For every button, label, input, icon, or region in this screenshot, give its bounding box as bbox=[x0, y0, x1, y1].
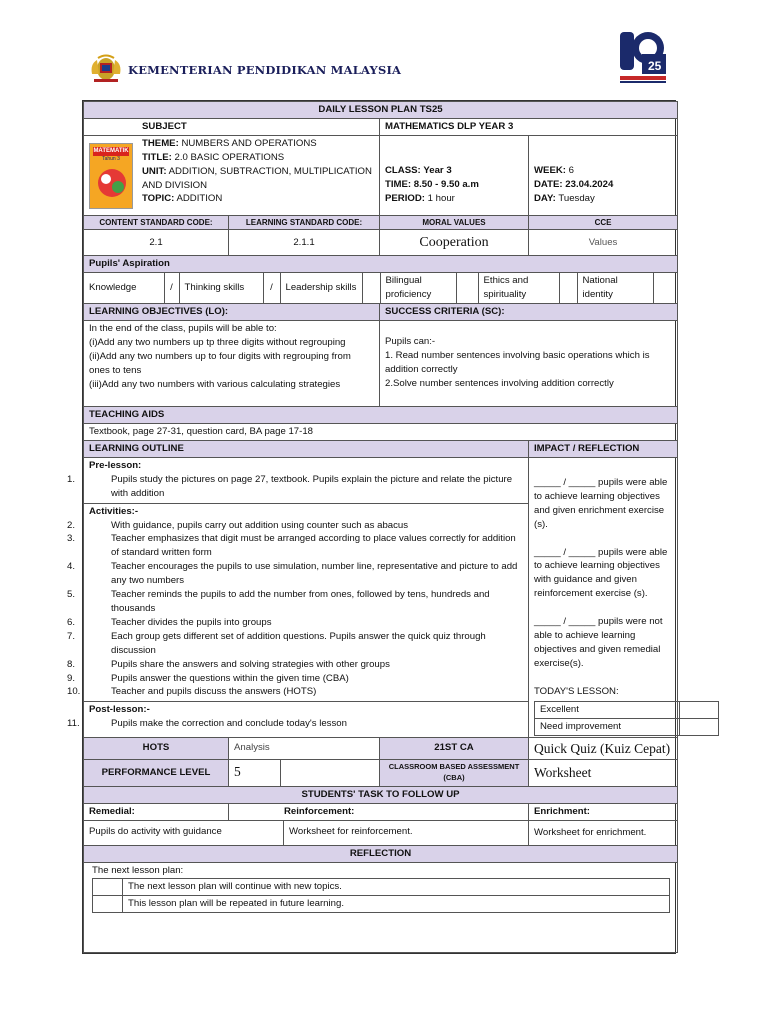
tasks-row bbox=[84, 820, 529, 845]
outline-step: 9. Pupils answer the questions within the given time (CBA) bbox=[67, 672, 349, 684]
cce-value: Values bbox=[529, 230, 678, 256]
aspiration-mark bbox=[362, 273, 380, 303]
success-intro: Pupils can:- bbox=[385, 336, 436, 348]
ca21-value: Quick Quiz (Kuiz Cepat) bbox=[529, 737, 678, 760]
option-excellent: Excellent bbox=[535, 701, 680, 718]
objectives-intro: In the end of the class, pupils will be able to: bbox=[89, 323, 277, 335]
time-label: TIME: bbox=[385, 178, 412, 190]
enrichment-label: Enrichment: bbox=[529, 804, 678, 821]
objectives-body bbox=[84, 321, 380, 407]
impact-line: _____ / _____ pupils were able to achieve learning objectives with guidance and given reinforcement exercise (s). bbox=[534, 546, 668, 600]
subject-label: SUBJECT bbox=[84, 118, 380, 135]
activities-label: Activities:- bbox=[89, 505, 139, 517]
unit-value: ADDITION, SUBTRACTION, MULTIPLICATION AND DIVISION bbox=[142, 165, 372, 191]
post-lesson-label: Post-lesson:- bbox=[89, 704, 150, 716]
period-label: PERIOD: bbox=[385, 192, 425, 204]
aspiration-label: Pupils' Aspiration bbox=[84, 256, 678, 273]
outline-step: 3. Teacher emphasizes that digit must be arranged according to place values correctly for addition of standard written form bbox=[67, 533, 516, 559]
option-excellent-checkbox[interactable] bbox=[680, 701, 719, 718]
class-label: CLASS: bbox=[385, 164, 421, 176]
aspiration-item: Leadership skills bbox=[280, 273, 362, 303]
aspiration-item: Ethics and spirituality bbox=[478, 273, 559, 303]
aspiration-mark bbox=[559, 273, 577, 303]
content-standard-value: 2.1 bbox=[84, 230, 229, 256]
outline-step: 7. Each group gets different set of addition questions. Pupils answer the quick quiz through discussion bbox=[67, 630, 486, 656]
performance-cell bbox=[229, 760, 380, 787]
logo-number: 25 bbox=[648, 59, 662, 73]
outline-step: 5. Teacher reminds the pupils to add the number from ones, followed by tens, hundreds and thousands bbox=[67, 589, 490, 614]
moral-values-value: Cooperation bbox=[380, 230, 529, 256]
topic-value: ADDITION bbox=[176, 193, 223, 205]
plan-title: DAILY LESSON PLAN TS25 bbox=[84, 102, 678, 119]
pre-lesson-label: Pre-lesson: bbox=[89, 459, 142, 471]
outline-step: 10. Teacher and pupils discuss the answers (HOTS) bbox=[67, 686, 317, 698]
book-sub: Tahun 3 bbox=[102, 155, 120, 162]
success-item: 2.Solve number sentences involving addition correctly bbox=[385, 377, 614, 389]
outline-step: 6. Teacher divides the pupils into groups bbox=[67, 616, 272, 628]
subject-details bbox=[84, 135, 380, 215]
performance-label: PERFORMANCE LEVEL bbox=[84, 760, 229, 787]
outline-step: 4. Teacher encourages the pupils to use simulation, number line, representative and picture to add any two numbers bbox=[67, 561, 518, 587]
date-value: 23.04.2024 bbox=[565, 178, 614, 190]
impact-label: IMPACT / REFLECTION bbox=[529, 441, 678, 458]
cba-label: CLASSROOM BASED ASSESSMENT (CBA) bbox=[380, 760, 529, 787]
aspiration-row bbox=[84, 273, 678, 304]
aspiration-mark bbox=[456, 273, 478, 303]
objective-item: (ii)Add any two numbers up to four digits with regrouping from ones to tens bbox=[89, 351, 351, 376]
date-label: DATE: bbox=[534, 178, 563, 190]
option-need-improvement: Need improvement bbox=[535, 718, 680, 735]
date-info bbox=[529, 135, 678, 215]
reflection-label: REFLECTION bbox=[84, 845, 678, 862]
day-value: Tuesday bbox=[558, 192, 595, 204]
topic-label: TOPIC: bbox=[142, 193, 175, 205]
outline-step: 2. With guidance, pupils carry out addition using counter such as abacus bbox=[67, 519, 409, 531]
class-value: Year 3 bbox=[423, 164, 452, 176]
aids-text: Textbook, page 27-31, question card, BA page 17-18 bbox=[84, 424, 678, 441]
cce-label: CCE bbox=[529, 215, 678, 230]
aspiration-item: Thinking skills bbox=[179, 273, 263, 303]
course-name: MATHEMATICS DLP YEAR 3 bbox=[380, 118, 678, 135]
moral-values-label: MORAL VALUES bbox=[380, 215, 529, 230]
aspiration-mark: / bbox=[263, 273, 280, 303]
learning-standard-label: LEARNING STANDARD CODE: bbox=[229, 215, 380, 230]
success-item: 1. Read number sentences involving basic operations which is addition correctly bbox=[385, 350, 650, 376]
reflection-option: The next lesson plan will continue with new topics. bbox=[123, 878, 670, 895]
enrichment-text: Worksheet for enrichment. bbox=[529, 820, 678, 845]
title-label: TITLE: bbox=[142, 151, 172, 163]
success-body bbox=[380, 321, 678, 407]
aspiration-item: Knowledge bbox=[84, 273, 164, 303]
objectives-label: LEARNING OBJECTIVES (LO): bbox=[84, 304, 380, 321]
outline-step: 11. Pupils make the correction and conclude today's lesson bbox=[67, 718, 347, 730]
reflection-options bbox=[92, 878, 670, 913]
reflection-checkbox[interactable] bbox=[93, 878, 123, 895]
aids-label: TEACHING AIDS bbox=[84, 407, 678, 424]
period-value: 1 hour bbox=[427, 192, 455, 204]
reflection-body bbox=[84, 862, 678, 952]
lesson-plan-document bbox=[67, 100, 676, 954]
week-value: 6 bbox=[568, 164, 574, 176]
reflection-intro: The next lesson plan: bbox=[92, 864, 184, 876]
remedial-label: Remedial: bbox=[84, 804, 229, 821]
impact-line: _____ / _____ pupils were able to achieve learning objectives and given enrichment exercise (s). bbox=[534, 476, 668, 530]
impact-line: _____ / _____ pupils were not able to achieve learning objectives and given remedial exercise(s). bbox=[534, 616, 663, 669]
impact-body bbox=[529, 457, 678, 737]
hots-value: Analysis bbox=[229, 737, 380, 760]
hots-label: HOTS bbox=[84, 737, 229, 760]
aspiration-item: National identity bbox=[577, 273, 653, 303]
title-value: 2.0 BASIC OPERATIONS bbox=[174, 151, 285, 163]
theme-label: THEME: bbox=[142, 137, 179, 149]
ministry-crest-icon bbox=[88, 54, 124, 84]
outline-step: 1. Pupils study the pictures on page 27, textbook. Pupils explain the picture and relate the picture with addition bbox=[67, 473, 513, 499]
theme-value: NUMBERS AND OPERATIONS bbox=[181, 137, 317, 149]
performance-value: 5 bbox=[229, 760, 281, 786]
reinforcement-text: Worksheet for reinforcement. bbox=[289, 825, 413, 837]
ts25-logo-icon bbox=[618, 28, 668, 86]
textbook-cover-image bbox=[89, 143, 133, 209]
objective-item: (i)Add any two numbers up tp three digits without regrouping bbox=[89, 337, 346, 349]
today-lesson-label: TODAY'S LESSON: bbox=[534, 685, 619, 697]
learning-standard-value: 2.1.1 bbox=[229, 230, 380, 256]
today-lesson-options bbox=[534, 701, 719, 736]
aspiration-mark bbox=[653, 273, 678, 303]
success-label: SUCCESS CRITERIA (SC): bbox=[380, 304, 678, 321]
ministry-name: KEMENTERIAN PENDIDIKAN MALAYSIA bbox=[128, 63, 402, 77]
week-label: WEEK: bbox=[534, 164, 566, 176]
reflection-checkbox[interactable] bbox=[93, 895, 123, 912]
unit-label: UNIT: bbox=[142, 165, 167, 177]
cba-value: Worksheet bbox=[529, 760, 678, 787]
option-need-improvement-checkbox[interactable] bbox=[680, 718, 719, 735]
outline-label: LEARNING OUTLINE bbox=[84, 441, 529, 458]
day-label: DAY: bbox=[534, 192, 556, 204]
outline-body bbox=[67, 457, 529, 737]
reflection-option: This lesson plan will be repeated in future learning. bbox=[123, 895, 670, 912]
tasks-label: STUDENTS' TASK TO FOLLOW UP bbox=[84, 787, 678, 804]
outline-step: 8. Pupils share the answers and solving strategies with other groups bbox=[67, 658, 390, 670]
aspiration-mark: / bbox=[164, 273, 179, 303]
reinforcement-label: Reinforcement: bbox=[229, 804, 529, 821]
remedial-text: Pupils do activity with guidance bbox=[84, 821, 284, 845]
content-standard-label: CONTENT STANDARD CODE: bbox=[84, 215, 229, 230]
class-info bbox=[380, 135, 529, 215]
ca21-label: 21ST CA bbox=[380, 737, 529, 760]
time-value: 8.50 - 9.50 a.m bbox=[413, 178, 479, 190]
objective-item: (iii)Add any two numbers with various calculating strategies bbox=[89, 378, 341, 390]
book-label: MATEMATIK bbox=[93, 147, 129, 154]
aspiration-item: Bilingual proficiency bbox=[380, 273, 456, 303]
